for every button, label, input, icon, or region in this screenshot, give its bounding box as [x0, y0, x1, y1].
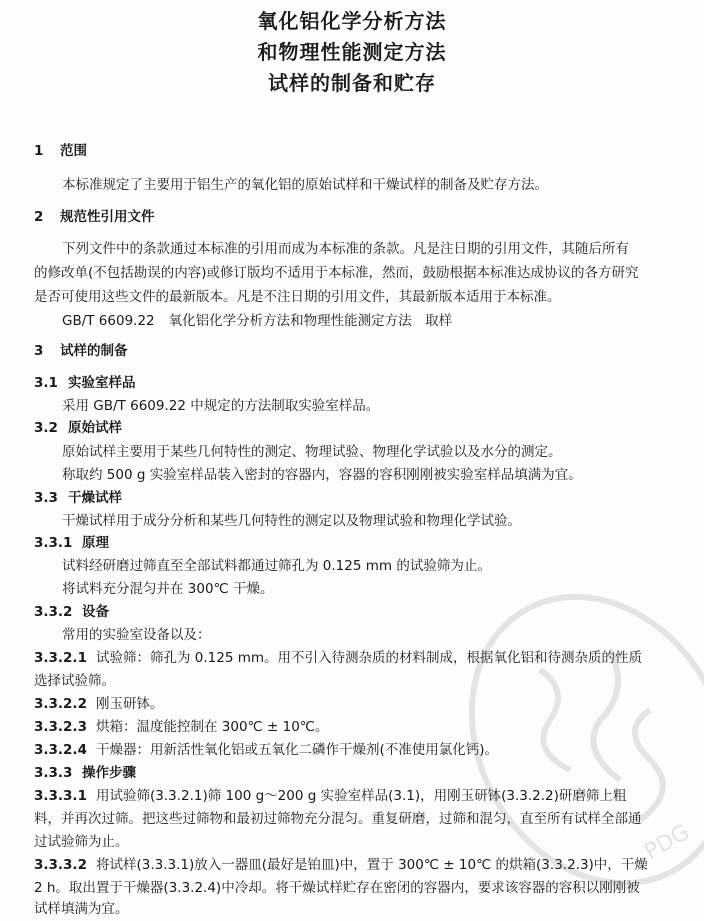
item-3-3-2-1-continued: 选择试验筛。 — [34, 673, 115, 689]
item-3-3-3-2-continued: 2 h。取出置于干燥器(3.3.2.4)中冷却。将干燥试样贮存在密闭的容器内，要求该容器的容积以刚刚被 — [34, 880, 640, 896]
item-number: 3.3.3.2 — [34, 857, 87, 873]
subsection-3-3-heading — [34, 489, 122, 507]
subsection-3-3-1-text: 将试料充分混匀并在 300℃ 干燥。 — [62, 581, 274, 597]
item-text: 试验筛：筛孔为 0.125 mm。用不引入待测杂质的材料制成，根据氧化铝和待测杂质的性质 — [96, 650, 643, 666]
subsection-3-3-3-heading — [34, 764, 136, 782]
reference-title: 氧化铝化学分析方法和物理性能测定方法 取样 — [168, 313, 453, 329]
section-3-heading — [34, 342, 128, 360]
section-2-heading — [34, 208, 155, 226]
subsection-3-3-2-text: 常用的实验室设备以及： — [62, 627, 211, 643]
subsection-number: 3.2 — [34, 420, 58, 436]
subsection-3-3-2-heading — [34, 603, 109, 621]
section-1-paragraph: 本标准规定了主要用于铝生产的氧化铝的原始试样和干燥试样的制备及贮存方法。 — [62, 177, 548, 193]
section-1-heading — [34, 142, 87, 160]
section-number: 3 — [34, 343, 44, 359]
item-3-3-2-2 — [34, 695, 164, 713]
item-number: 3.3.2.2 — [34, 696, 87, 712]
section-number: 1 — [34, 143, 44, 159]
subsection-title: 设备 — [82, 604, 109, 620]
section-2-paragraph-line: 是否可使用这些文件的最新版本。凡是不注日期的引用文件，其最新版本适用于本标准。 — [34, 289, 561, 305]
subsection-3-1-heading — [34, 374, 136, 392]
section-title: 试样的制备 — [60, 343, 128, 359]
item-3-3-3-1-continued: 过试验筛为止。 — [34, 834, 129, 850]
item-number: 3.3.2.1 — [34, 650, 87, 666]
doc-title-line-2: 和物理性能测定方法 — [257, 40, 447, 64]
subsection-3-3-text: 干燥试样用于成分分析和某些几何特性的测定以及物理试验和物理化学试验。 — [62, 513, 521, 529]
item-3-3-3-1-continued: 料，并再次过筛。把这些过筛物和最初过筛物充分混匀。重复研磨，过筛和混匀，直至所有试样全部通 — [34, 811, 642, 827]
doc-title-line-1: 氧化铝化学分析方法 — [257, 9, 447, 33]
item-text: 干燥器：用新活性氧化铝或五氧化二磷作干燥剂(不准使用氯化钙)。 — [96, 742, 499, 758]
item-number: 3.3.3.1 — [34, 788, 87, 804]
item-text: 烘箱：温度能控制在 300℃ ± 10℃。 — [96, 719, 329, 735]
subsection-3-2-text: 原始试样主要用于某些几何特性的测定、物理试验、物理化学试验以及水分的测定。 — [62, 444, 562, 460]
item-3-3-2-1 — [34, 649, 642, 667]
item-text: 刚玉研钵。 — [96, 696, 164, 712]
subsection-title: 原始试样 — [68, 420, 122, 436]
subsection-3-2-heading — [34, 419, 122, 437]
item-number: 3.3.2.3 — [34, 719, 87, 735]
subsection-3-3-1-heading — [34, 534, 109, 552]
item-text: 用试验筛(3.3.2.1)筛 100 g～200 g 实验室样品(3.1)，用刚玉研钵(3.3.2.2)研磨筛上粗 — [96, 788, 627, 804]
item-3-3-3-2-continued: 试样填满为宜。 — [34, 901, 129, 917]
subsection-number: 3.3.3 — [34, 765, 73, 781]
watermark-text: PDG — [640, 819, 694, 866]
subsection-title: 操作步骤 — [82, 765, 136, 781]
doc-title-line-3: 试样的制备和贮存 — [268, 71, 436, 95]
section-2-paragraph-line: 下列文件中的条款通过本标准的引用而成为本标准的条款。凡是注日期的引用文件，其随后所有 — [62, 241, 629, 257]
normative-reference — [62, 312, 452, 330]
subsection-number: 3.3 — [34, 490, 58, 506]
item-3-3-3-1 — [34, 787, 626, 805]
item-3-3-2-3 — [34, 718, 328, 736]
item-3-3-2-4 — [34, 741, 498, 759]
section-number: 2 — [34, 209, 44, 225]
section-2-paragraph-line: 的修改单(不包括勘误的内容)或修订版均不适用于本标准，然而，鼓励根据本标准达成协议的各方研究 — [34, 265, 639, 281]
section-title: 范围 — [60, 143, 87, 159]
item-number: 3.3.2.4 — [34, 742, 87, 758]
subsection-3-2-text: 称取约 500 g 实验室样品装入密封的容器内，容器的容积刚刚被实验室样品填满为宜。 — [62, 467, 582, 483]
subsection-title: 原理 — [82, 535, 109, 551]
subsection-3-1-text: 采用 GB/T 6609.22 中规定的方法制取实验室样品。 — [62, 398, 380, 414]
reference-code: GB/T 6609.22 — [62, 313, 155, 329]
subsection-title: 干燥试样 — [68, 490, 122, 506]
item-3-3-3-2 — [34, 856, 648, 874]
subsection-3-3-1-text: 试料经研磨过筛直至全部试料都通过筛孔为 0.125 mm 的试验筛为止。 — [62, 558, 491, 574]
item-text: 将试样(3.3.3.1)放入一器皿(最好是铂皿)中，置于 300℃ ± 10℃ 的烘箱(3.3.2.3)中，干燥 — [96, 857, 648, 873]
subsection-number: 3.3.1 — [34, 535, 73, 551]
subsection-title: 实验室样品 — [68, 375, 136, 391]
subsection-number: 3.1 — [34, 375, 58, 391]
subsection-number: 3.3.2 — [34, 604, 73, 620]
section-title: 规范性引用文件 — [60, 209, 155, 225]
